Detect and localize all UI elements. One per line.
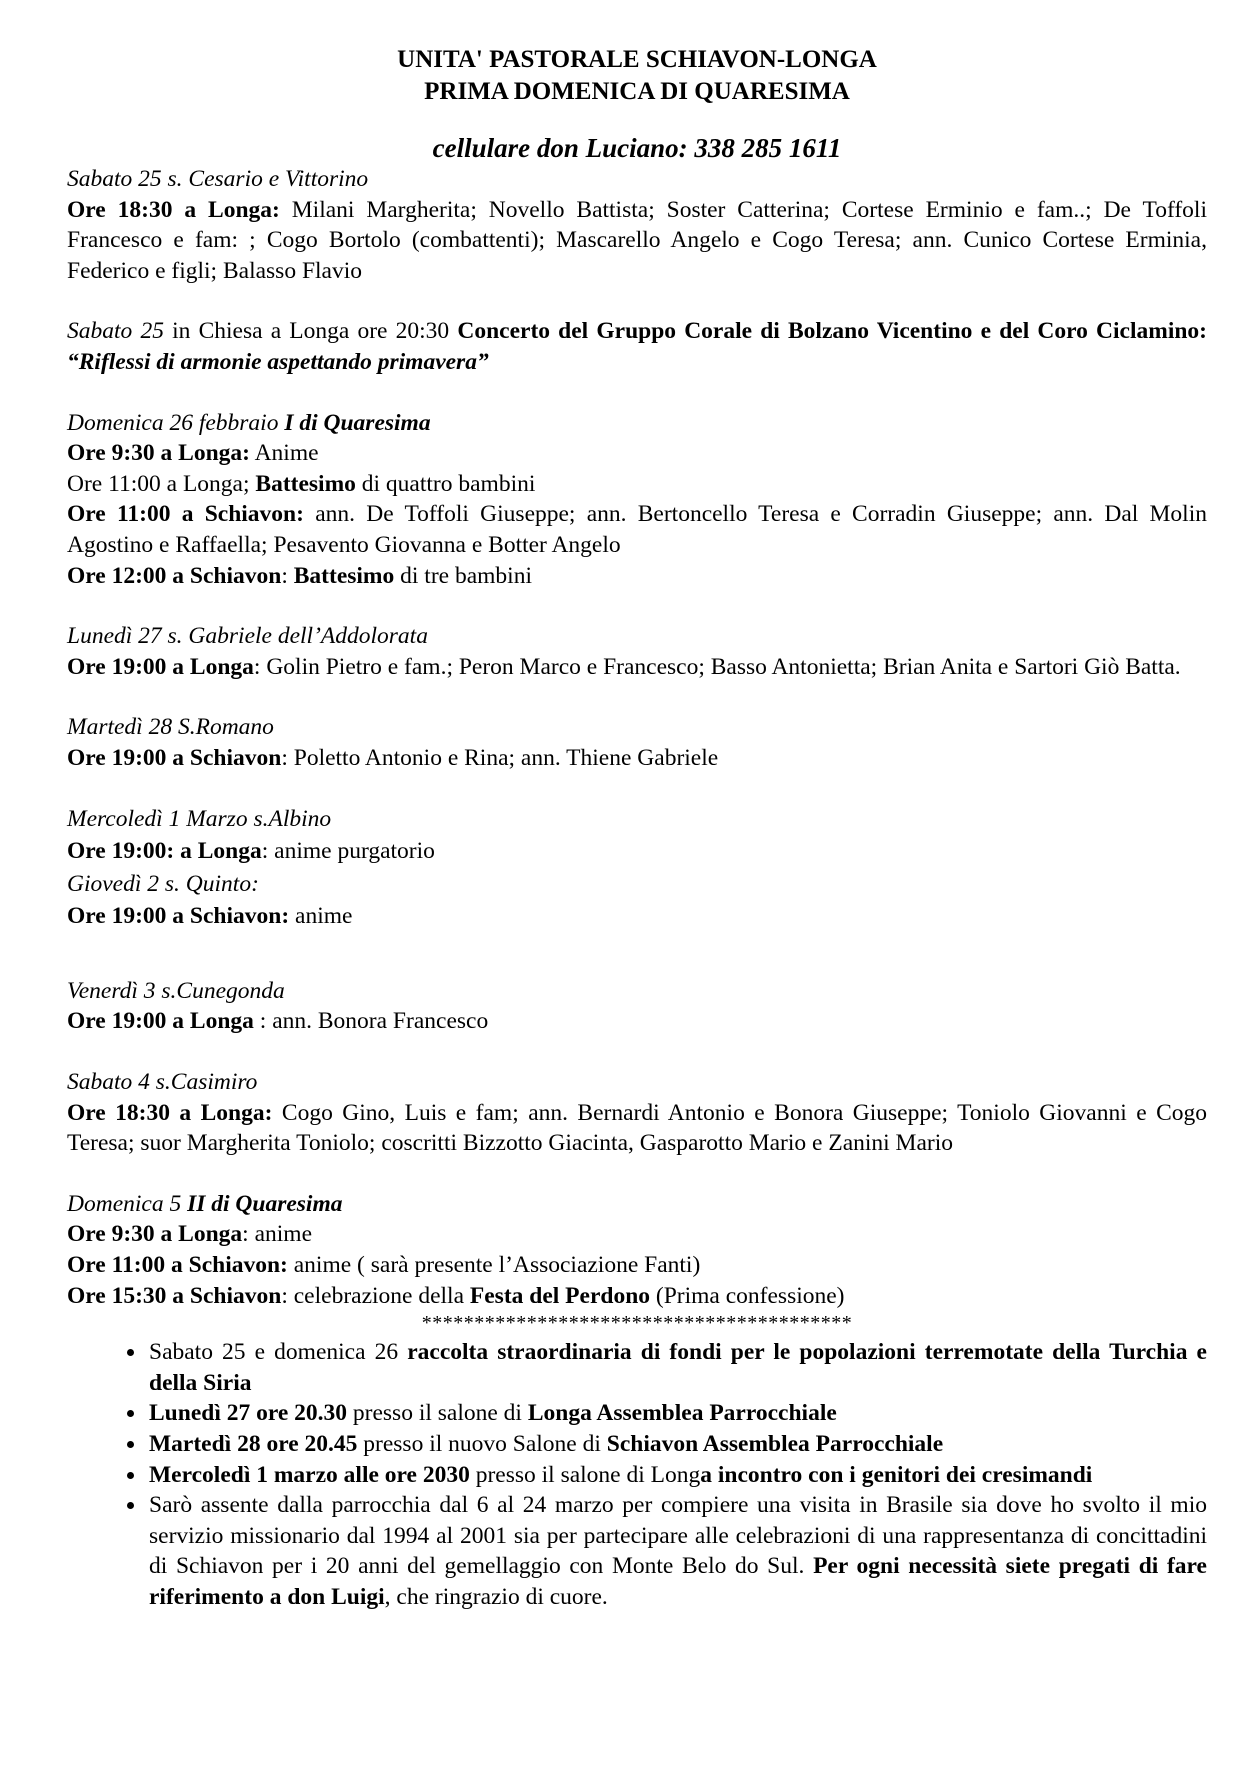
baptism-entry xyxy=(67,561,1207,592)
mass-entry xyxy=(67,438,1207,469)
mass-intentions: Milani Margherita; Novello Battista; Soster Catterina; Cortese Erminio e fam..; De Toffoli Francesco e fam: ; Cogo Bortolo (combattenti); Mascarello Angelo e Cogo Teresa; ann. Cunico Cortese Erminia, Federico e figli; Balasso Flavio xyxy=(67,196,1207,284)
notice-highlight: Longa Assemblea Parrocchiale xyxy=(527,1400,837,1427)
concert-date: Sabato 25 xyxy=(67,318,164,345)
day-heading: Sabato 25 s. Cesario e Vittorino xyxy=(67,166,369,192)
notice-item xyxy=(147,1398,1207,1429)
notice-highlight: Lunedì 27 ore 20.30 xyxy=(149,1400,348,1427)
mass-intentions: anime ( sarà presente l’Associazione Fanti) xyxy=(287,1252,701,1279)
mass-entry xyxy=(67,195,1207,287)
notice-text: Sabato 25 e domenica 26 xyxy=(149,1339,408,1366)
mass-time: Ore 11:00 a Longa; xyxy=(67,470,256,497)
mass-intentions: : ann. Bonora Francesco xyxy=(253,1008,489,1035)
mass-time: Ore 11:00 a Schiavon: xyxy=(67,1252,288,1279)
day-heading-feast: I di Quaresima xyxy=(284,409,431,436)
notice-highlight: a incontro con i genitori dei cresimandi xyxy=(700,1461,1093,1488)
mass-intentions: Cogo Gino, Luis e fam; ann. Bernardi Antonio e Bonora Giuseppe; Toniolo Giovanni e Cogo Teresa; suor Margherita Toniolo; coscritti Bizzotto Giacinta, Gasparotto Mario e Zanini Mario xyxy=(67,1099,1207,1157)
baptism-detail: di quattro bambini xyxy=(355,470,536,497)
mass-time: Ore 19:00 a Schiavon xyxy=(67,744,282,771)
mass-entry xyxy=(67,1281,1207,1312)
day-heading: Giovedì 2 s. Quinto: xyxy=(67,870,259,897)
notice-item xyxy=(147,1429,1207,1460)
separator-line: ***************************************** xyxy=(421,1312,853,1335)
mass-entry xyxy=(67,499,1207,560)
mass-time: Ore 18:30 a Longa: xyxy=(67,1099,273,1126)
day-heading: Lunedì 27 s. Gabriele dell’Addolorata xyxy=(67,623,428,650)
mass-entry xyxy=(67,652,1207,683)
notice-highlight: Schiavon Assemblea Parrocchiale xyxy=(606,1431,944,1457)
day-heading: Venerdì 3 s.Cunegonda xyxy=(67,977,285,1004)
concert-place: in Chiesa a Longa ore 20:30 xyxy=(163,318,458,345)
mass-entry xyxy=(67,1098,1207,1159)
notice-text: presso il salone di xyxy=(347,1400,528,1427)
punctuation: : xyxy=(281,562,294,589)
event-detail: (Prima confessione) xyxy=(650,1282,845,1309)
mass-entry xyxy=(67,901,1207,932)
mass-intentions: : Poletto Antonio e Rina; ann. Thiene Gabriele xyxy=(281,744,719,771)
mass-intentions: : anime purgatorio xyxy=(261,838,435,865)
day-heading: Martedì 28 S.Romano xyxy=(67,714,274,741)
day-heading-date: Domenica 5 xyxy=(67,1190,188,1217)
baptism-label: Battesimo xyxy=(255,470,356,497)
notice-text: Sarò assente dalla parrocchia dal 6 al 24 marzo per compiere una visita in Brasile sia dove ho svolto il mio servizio missionario dal 1994 al 2001 sia per partecipare alle celebrazioni di una rappresentanza di concittadini di Schiavon per i 20 anni del gemellaggio con Monte Belo do Sul. xyxy=(149,1492,1207,1580)
mass-time: Ore 19:00: a Longa xyxy=(67,838,262,865)
notice-highlight: Per ogni necessità siete pregati di fare riferimento a don Luigi xyxy=(149,1553,1207,1610)
concert-subtitle: “Riflessi di armonie aspettando primavera” xyxy=(67,348,489,375)
mass-time: Ore 18:30 a Longa: xyxy=(67,196,280,223)
notice-highlight: raccolta straordinaria di fondi per le popolazioni terremotate della Turchia e della Siria xyxy=(149,1339,1207,1396)
mass-intentions: anime xyxy=(289,903,353,930)
mass-intentions: : celebrazione della xyxy=(281,1282,470,1309)
mass-time: Ore 9:30 a Longa: xyxy=(67,440,250,467)
notice-item xyxy=(147,1337,1207,1398)
notice-highlight: Martedì 28 ore 20.45 xyxy=(149,1431,358,1457)
mass-entry xyxy=(67,836,1207,867)
mass-intentions: : Golin Pietro e fam.; Peron Marco e Francesco; Basso Antonietta; Brian Anita e Sartori Giò Batta. xyxy=(253,653,1181,680)
notice-highlight: Mercoledì 1 marzo alle ore 2030 xyxy=(149,1461,470,1488)
mass-time: Ore 9:30 a Longa xyxy=(67,1221,243,1248)
mass-intentions: ann. De Toffoli Giuseppe; ann. Bertoncello Teresa e Corradin Giuseppe; ann. Dal Molin Agostino e Raffaella; Pesavento Giovanna e Botter Angelo xyxy=(67,501,1207,558)
notice-text: presso il nuovo Salone di xyxy=(357,1431,607,1457)
day-heading-feast: II di Quaresima xyxy=(187,1190,343,1217)
day-heading xyxy=(67,408,1207,439)
day-heading: Sabato 4 s.Casimiro xyxy=(67,1069,258,1096)
mass-time: Ore 15:30 a Schiavon xyxy=(67,1282,282,1309)
mass-time: Ore 11:00 a Schiavon: xyxy=(67,501,304,528)
mass-entry xyxy=(67,1006,1207,1037)
mass-time: Ore 12:00 a Schiavon xyxy=(67,562,282,589)
mass-entry xyxy=(67,1250,1207,1281)
baptism-label: Battesimo xyxy=(293,562,395,589)
concert-announcement xyxy=(67,316,1207,377)
mass-time: Ore 19:00 a Longa xyxy=(67,1008,254,1035)
mass-intentions: Anime xyxy=(250,440,319,467)
phone-line: cellulare don Luciano: 338 285 1611 xyxy=(432,133,842,163)
day-heading: Mercoledì 1 Marzo s.Albino xyxy=(67,805,332,832)
mass-intentions: : anime xyxy=(242,1221,312,1248)
mass-time: Ore 19:00 a Schiavon: xyxy=(67,903,290,930)
event-name: Festa del Perdono xyxy=(469,1282,651,1309)
notice-item xyxy=(147,1490,1207,1612)
bulletin-page xyxy=(67,44,1207,1613)
header-title-line1: UNITA' PASTORALE SCHIAVON-LONGA xyxy=(397,46,877,73)
notice-text: , che ringrazio di cuore. xyxy=(384,1583,608,1610)
concert-title: Concerto del Gruppo Corale di Bolzano Vicentino e del Coro Ciclamino: xyxy=(457,318,1207,345)
header-title-line2: PRIMA DOMENICA DI QUARESIMA xyxy=(424,78,850,105)
baptism-entry xyxy=(67,469,1207,500)
mass-time: Ore 19:00 a Longa xyxy=(67,653,254,680)
notice-item xyxy=(147,1460,1207,1491)
notices-list xyxy=(67,1337,1207,1612)
day-heading xyxy=(67,1189,1207,1220)
notice-text: presso il salone di Long xyxy=(469,1461,701,1488)
mass-entry xyxy=(67,1219,1207,1250)
baptism-detail: di tre bambini xyxy=(394,562,532,589)
mass-entry xyxy=(67,743,1207,774)
day-heading-date: Domenica 26 febbraio xyxy=(67,409,285,436)
